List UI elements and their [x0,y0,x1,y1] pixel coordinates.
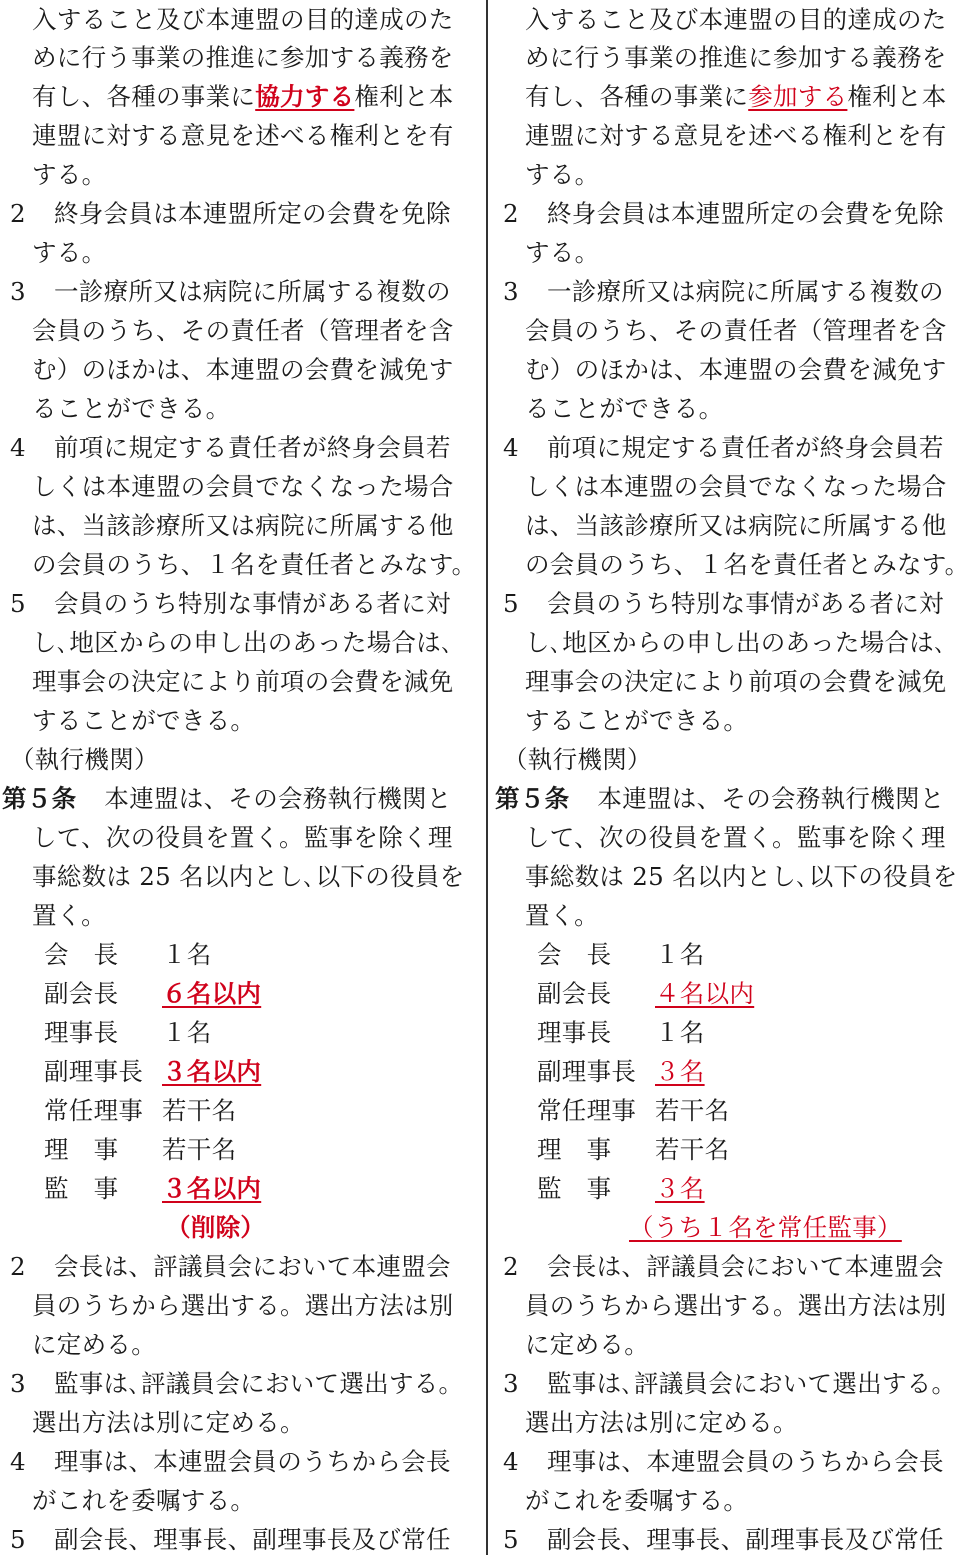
left-column-current [2,0,476,1555]
text-segment: 会員のうち特別な事情がある者に対 [547,589,944,618]
role-row [44,935,212,974]
text-line: し､地区からの申し出のあった場合は､ [525,628,947,657]
revised-role-count: ３名以内 [162,1174,262,1203]
paragraph-number: 4 [503,1447,519,1476]
paragraph-number: 3 [503,1369,519,1398]
text-segment: 会長は、評議員会において本連盟会 [547,1252,944,1281]
text-line: 員のうちから選出する。選出方法は別 [32,1291,454,1320]
paragraph-5 [495,584,944,623]
text-line: 選出方法は別に定める。 [525,1408,798,1437]
paragraph-3 [495,272,944,311]
paragraph-4 [2,428,451,467]
article-caption: （執行機関） [503,745,652,774]
paragraph-number: 5 [10,589,26,618]
text-segment: 有し、各種の事業に [525,82,749,111]
text-segment: 終身会員は本連盟所定の会費を免除 [547,199,944,228]
article-number: 第５条 [495,784,570,813]
paragraph-2b [2,1247,451,1286]
role-row [537,935,705,974]
role-title: 監 事 [44,1174,119,1203]
text-line: 理事会の決定により前項の会費を減免 [525,667,947,696]
paragraph-number: 3 [503,277,519,306]
text-line: 入すること及び本連盟の目的達成のた [525,5,947,34]
text-line: ることができる。 [525,394,724,423]
text-segment: 会長は、評議員会において本連盟会 [54,1252,451,1281]
text-line: 選出方法は別に定める。 [32,1408,305,1437]
text-line: 連盟に対する意見を述べる権利とを有 [525,121,947,150]
text-line: する。 [525,238,600,267]
revised-role-count: ４名以内 [655,979,755,1008]
role-count: 若干名 [655,1135,730,1164]
text-line: 員のうちから選出する。選出方法は別 [525,1291,947,1320]
role-count: １名 [655,1018,705,1047]
role-title: 会 長 [537,940,612,969]
role-row [537,1130,729,1169]
text-line: し､地区からの申し出のあった場合は､ [32,628,454,657]
deleted-note [166,1208,265,1247]
text-line: 連盟に対する意見を述べる権利とを有 [32,121,454,150]
role-title: 理 事 [537,1135,612,1164]
text-segment: 権利と本 [354,82,454,111]
deleted-label: （削除） [166,1213,266,1242]
revised-text: 参加する [748,82,848,111]
paragraph-number: 2 [10,199,26,228]
text-segment: 副会長、理事長、副理事長及び常任 [54,1525,451,1554]
text-line [32,77,454,116]
role-title: 副理事長 [44,1057,144,1086]
text-line: することができる。 [525,706,749,735]
text-segment: 一診療所又は病院に所属する複数の [54,277,451,306]
text-segment: 理事は、本連盟会員のうちから会長 [547,1447,944,1476]
text-line: は、当該診療所又は病院に所属する他 [525,511,947,540]
paragraph-number: 5 [10,1525,26,1554]
revised-role-count: ３名以内 [162,1057,262,1086]
role-row [537,974,754,1013]
paragraph-2 [495,194,944,233]
role-row [44,1169,261,1208]
paragraph-number: 5 [503,1525,519,1554]
paragraph-3b [495,1364,956,1403]
text-line: めに行う事業の推進に参加する義務を [525,43,947,72]
role-row [44,974,261,1013]
text-segment: 監事は､評議員会において選出する。 [54,1369,464,1398]
text-line: しくは本連盟の会員でなくなった場合 [32,472,454,501]
role-title: 理事長 [44,1018,119,1047]
role-row [537,1013,705,1052]
text-line: 会員のうち、その責任者（管理者を含 [525,316,947,345]
text-line: して、次の役員を置く。監事を除く理 [525,823,946,852]
text-line: に定める。 [32,1330,156,1359]
role-title: 理 事 [44,1135,119,1164]
auditor-note [629,1208,902,1247]
role-row [44,1130,236,1169]
revised-role-count: ６名以内 [162,979,262,1008]
role-title: 監 事 [537,1174,612,1203]
text-segment: 本連盟は、その会務執行機関と [597,784,945,813]
paragraph-5b [2,1520,451,1555]
text-segment: 会員のうち特別な事情がある者に対 [54,589,451,618]
text-line: して、次の役員を置く。監事を除く理 [32,823,453,852]
text-segment: 本連盟は、その会務執行機関と [104,784,452,813]
paragraph-number: 4 [503,433,519,462]
text-line: する。 [32,238,107,267]
text-line: に定める。 [525,1330,649,1359]
revised-role-count: ３名 [655,1057,705,1086]
text-segment: 一診療所又は病院に所属する複数の [547,277,944,306]
text-line: がこれを委嘱する。 [32,1486,256,1515]
column-divider [486,0,488,1555]
article-number: 第５条 [2,784,77,813]
article-5-heading [495,779,945,818]
text-segment: 権利と本 [847,82,947,111]
text-line: 事総数は 25 名以内とし､以下の役員を [32,862,465,891]
text-segment: 有し、各種の事業に [32,82,256,111]
revised-note: （うち１名を常任監事） [629,1213,902,1242]
paragraph-number: 4 [10,1447,26,1476]
text-segment: 前項に規定する責任者が終身会員若 [54,433,451,462]
role-count: １名 [162,1018,212,1047]
text-segment: 前項に規定する責任者が終身会員若 [547,433,944,462]
paragraph-number: 3 [10,277,26,306]
role-count: 若干名 [162,1096,237,1125]
text-line: する。 [32,160,107,189]
role-row [44,1052,261,1091]
paragraph-4 [495,428,944,467]
text-line: する。 [525,160,600,189]
paragraph-3b [2,1364,463,1403]
paragraph-number: 5 [503,589,519,618]
role-row [537,1169,705,1208]
text-line: がこれを委嘱する。 [525,1486,749,1515]
paragraph-4b [495,1442,944,1481]
text-segment: 監事は､評議員会において選出する。 [547,1369,957,1398]
role-count: １名 [655,940,705,969]
text-line: 事総数は 25 名以内とし､以下の役員を [525,862,958,891]
role-count: １名 [162,940,212,969]
paragraph-number: 2 [503,199,519,228]
paragraph-number: 2 [10,1252,26,1281]
revised-text: 協力する [255,82,355,111]
role-row [44,1091,236,1130]
paragraph-2b [495,1247,944,1286]
text-line: 理事会の決定により前項の会費を減免 [32,667,454,696]
text-segment: 副会長、理事長、副理事長及び常任 [547,1525,944,1554]
role-title: 副会長 [537,979,612,1008]
role-row [44,1013,212,1052]
paragraph-3 [2,272,451,311]
text-line: は、当該診療所又は病院に所属する他 [32,511,454,540]
article-caption: （執行機関） [10,745,159,774]
role-title: 会 長 [44,940,119,969]
text-line [525,77,947,116]
paragraph-5b [495,1520,944,1555]
article-5-heading [2,779,452,818]
text-line: 入すること及び本連盟の目的達成のた [32,5,454,34]
text-line: しくは本連盟の会員でなくなった場合 [525,472,947,501]
paragraph-number: 2 [503,1252,519,1281]
text-segment: 理事は、本連盟会員のうちから会長 [54,1447,451,1476]
role-title: 常任理事 [44,1096,144,1125]
paragraph-2 [2,194,451,233]
role-count: 若干名 [162,1135,237,1164]
role-row [537,1052,705,1091]
text-line: 置く。 [525,901,599,930]
text-line: ることができる。 [32,394,231,423]
role-title: 理事長 [537,1018,612,1047]
paragraph-5 [2,584,451,623]
text-segment: 終身会員は本連盟所定の会費を免除 [54,199,451,228]
text-line: 置く。 [32,901,106,930]
text-line: の会員のうち、１名を責任者とみなす。 [32,550,476,579]
right-column-revised [495,0,969,1555]
text-line: の会員のうち、１名を責任者とみなす。 [525,550,969,579]
role-row [537,1091,729,1130]
revised-role-count: ３名 [655,1174,705,1203]
role-title: 常任理事 [537,1096,637,1125]
text-line: 会員のうち、その責任者（管理者を含 [32,316,454,345]
text-line: む）のほかは、本連盟の会費を減免す [525,355,947,384]
paragraph-4b [2,1442,451,1481]
role-title: 副会長 [44,979,119,1008]
text-line: む）のほかは、本連盟の会費を減免す [32,355,454,384]
role-title: 副理事長 [537,1057,637,1086]
paragraph-number: 4 [10,433,26,462]
text-line: めに行う事業の推進に参加する義務を [32,43,454,72]
role-count: 若干名 [655,1096,730,1125]
text-line: することができる。 [32,706,256,735]
paragraph-number: 3 [10,1369,26,1398]
